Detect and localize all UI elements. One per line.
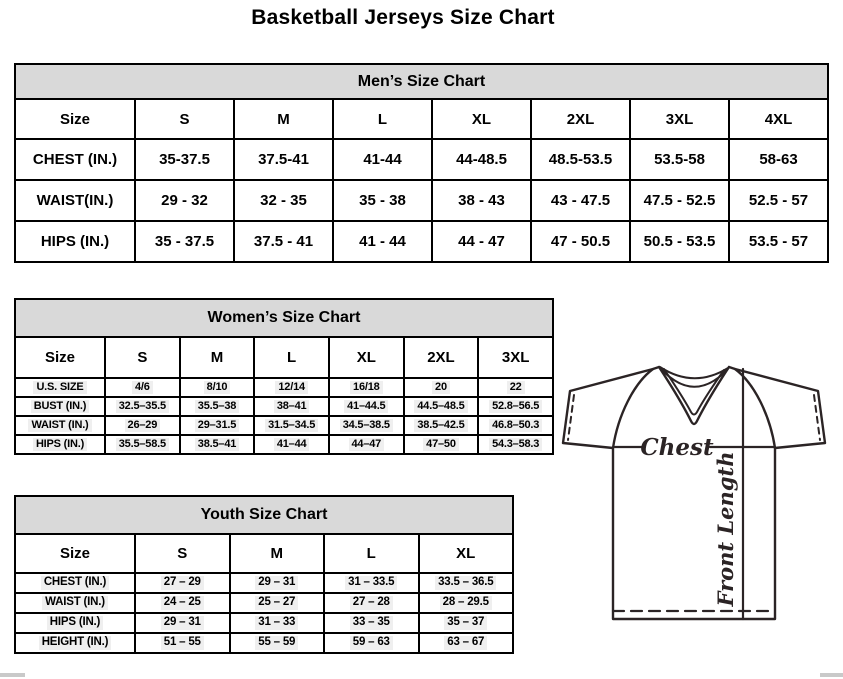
size-value-cell: 48.5-53.5 bbox=[531, 139, 630, 180]
section-title: Women’s Size Chart bbox=[15, 299, 553, 337]
row-label: WAIST (IN.) bbox=[15, 416, 105, 435]
size-value-cell: 32.5–35.5 bbox=[105, 397, 180, 416]
row-label: HIPS (IN.) bbox=[15, 613, 135, 633]
column-header: M bbox=[230, 534, 325, 573]
size-value-cell: 58-63 bbox=[729, 139, 828, 180]
size-value-cell: 34.5–38.5 bbox=[329, 416, 404, 435]
size-value-cell: 38.5–42.5 bbox=[404, 416, 479, 435]
size-value-cell: 16/18 bbox=[329, 378, 404, 397]
size-value-cell: 35 - 38 bbox=[333, 180, 432, 221]
column-header: L bbox=[254, 337, 329, 378]
size-value-cell: 37.5 - 41 bbox=[234, 221, 333, 262]
size-value-cell: 24 – 25 bbox=[135, 593, 230, 613]
size-value-cell: 38.5–41 bbox=[180, 435, 255, 454]
column-header: 2XL bbox=[404, 337, 479, 378]
row-label: CHEST (IN.) bbox=[15, 573, 135, 593]
size-value-cell: 26–29 bbox=[105, 416, 180, 435]
front-length-label: Front Length bbox=[713, 451, 738, 607]
table-row bbox=[15, 435, 553, 454]
size-value-cell: 41–44 bbox=[254, 435, 329, 454]
size-value-cell: 20 bbox=[404, 378, 479, 397]
column-header: Size bbox=[15, 99, 135, 139]
size-value-cell: 28 – 29.5 bbox=[419, 593, 514, 613]
size-value-cell: 35.5–38 bbox=[180, 397, 255, 416]
size-value-cell: 35-37.5 bbox=[135, 139, 234, 180]
size-value-cell: 29–31.5 bbox=[180, 416, 255, 435]
size-value-cell: 43 - 47.5 bbox=[531, 180, 630, 221]
row-label: CHEST (IN.) bbox=[15, 139, 135, 180]
table-row bbox=[15, 593, 513, 613]
size-value-cell: 8/10 bbox=[180, 378, 255, 397]
size-value-cell: 27 – 29 bbox=[135, 573, 230, 593]
size-value-cell: 50.5 - 53.5 bbox=[630, 221, 729, 262]
column-header: Size bbox=[15, 534, 135, 573]
size-value-cell: 52.5 - 57 bbox=[729, 180, 828, 221]
size-value-cell: 41 - 44 bbox=[333, 221, 432, 262]
page-title: Basketball Jerseys Size Chart bbox=[251, 6, 555, 29]
column-header: M bbox=[180, 337, 255, 378]
jersey-diagram-svg bbox=[560, 363, 832, 629]
size-value-cell: 41–44.5 bbox=[329, 397, 404, 416]
table-row bbox=[15, 378, 553, 397]
size-value-cell: 22 bbox=[478, 378, 553, 397]
size-value-cell: 33.5 – 36.5 bbox=[419, 573, 514, 593]
size-value-cell: 27 – 28 bbox=[324, 593, 419, 613]
size-value-cell: 47.5 - 52.5 bbox=[630, 180, 729, 221]
table-row bbox=[15, 221, 828, 262]
column-header: 2XL bbox=[531, 99, 630, 139]
column-header: 4XL bbox=[729, 99, 828, 139]
size-value-cell: 35.5–58.5 bbox=[105, 435, 180, 454]
column-header: 3XL bbox=[478, 337, 553, 378]
column-header: XL bbox=[432, 99, 531, 139]
size-value-cell: 38 - 43 bbox=[432, 180, 531, 221]
size-value-cell: 47 - 50.5 bbox=[531, 221, 630, 262]
jersey-collar-inner-v bbox=[664, 369, 724, 415]
size-value-cell: 32 - 35 bbox=[234, 180, 333, 221]
column-header: S bbox=[135, 534, 230, 573]
size-value-cell: 44-48.5 bbox=[432, 139, 531, 180]
size-value-cell: 25 – 27 bbox=[230, 593, 325, 613]
size-value-cell: 35 - 37.5 bbox=[135, 221, 234, 262]
table-row bbox=[15, 139, 828, 180]
size-value-cell: 44–47 bbox=[329, 435, 404, 454]
section-title: Men’s Size Chart bbox=[15, 64, 828, 99]
size-value-cell: 33 – 35 bbox=[324, 613, 419, 633]
chest-label: Chest bbox=[640, 434, 714, 461]
size-value-cell: 4/6 bbox=[105, 378, 180, 397]
section-title: Youth Size Chart bbox=[15, 496, 513, 534]
size-value-cell: 35 – 37 bbox=[419, 613, 514, 633]
youth-size-chart-table bbox=[14, 495, 514, 654]
size-value-cell: 38–41 bbox=[254, 397, 329, 416]
size-value-cell: 29 - 32 bbox=[135, 180, 234, 221]
size-value-cell: 29 – 31 bbox=[135, 613, 230, 633]
table-row bbox=[15, 180, 828, 221]
row-label: HEIGHT (IN.) bbox=[15, 633, 135, 653]
size-value-cell: 12/14 bbox=[254, 378, 329, 397]
row-label: HIPS (IN.) bbox=[15, 435, 105, 454]
size-value-cell: 53.5-58 bbox=[630, 139, 729, 180]
table-row bbox=[15, 573, 513, 593]
size-value-cell: 31.5–34.5 bbox=[254, 416, 329, 435]
table-row bbox=[15, 613, 513, 633]
size-value-cell: 29 – 31 bbox=[230, 573, 325, 593]
size-value-cell: 46.8–50.3 bbox=[478, 416, 553, 435]
row-label: HIPS (IN.) bbox=[15, 221, 135, 262]
scrollbar-fragment-right bbox=[820, 673, 843, 677]
size-value-cell: 52.8–56.5 bbox=[478, 397, 553, 416]
column-header: M bbox=[234, 99, 333, 139]
size-value-cell: 44 - 47 bbox=[432, 221, 531, 262]
table-row bbox=[15, 416, 553, 435]
jersey-torso bbox=[613, 448, 775, 619]
size-value-cell: 44.5–48.5 bbox=[404, 397, 479, 416]
size-value-cell: 59 – 63 bbox=[324, 633, 419, 653]
mens-size-chart-table bbox=[14, 63, 829, 263]
table-row bbox=[15, 397, 553, 416]
size-value-cell: 31 – 33 bbox=[230, 613, 325, 633]
row-label: BUST (IN.) bbox=[15, 397, 105, 416]
column-header: XL bbox=[419, 534, 514, 573]
size-value-cell: 55 – 59 bbox=[230, 633, 325, 653]
table-row bbox=[15, 633, 513, 653]
size-value-cell: 54.3–58.3 bbox=[478, 435, 553, 454]
size-value-cell: 63 – 67 bbox=[419, 633, 514, 653]
jersey-right-sleeve-seam bbox=[735, 369, 775, 448]
womens-size-chart-table bbox=[14, 298, 554, 455]
size-value-cell: 31 – 33.5 bbox=[324, 573, 419, 593]
column-header: S bbox=[135, 99, 234, 139]
row-label: WAIST(IN.) bbox=[15, 180, 135, 221]
size-value-cell: 51 – 55 bbox=[135, 633, 230, 653]
column-header: 3XL bbox=[630, 99, 729, 139]
size-value-cell: 37.5-41 bbox=[234, 139, 333, 180]
column-header: L bbox=[333, 99, 432, 139]
size-value-cell: 53.5 - 57 bbox=[729, 221, 828, 262]
column-header: Size bbox=[15, 337, 105, 378]
row-label: U.S. SIZE bbox=[15, 378, 105, 397]
jersey-measurement-diagram bbox=[560, 363, 832, 629]
column-header: L bbox=[324, 534, 419, 573]
column-header: XL bbox=[329, 337, 404, 378]
size-value-cell: 41-44 bbox=[333, 139, 432, 180]
size-value-cell: 47–50 bbox=[404, 435, 479, 454]
scrollbar-fragment-left bbox=[0, 673, 25, 677]
column-header: S bbox=[105, 337, 180, 378]
row-label: WAIST (IN.) bbox=[15, 593, 135, 613]
